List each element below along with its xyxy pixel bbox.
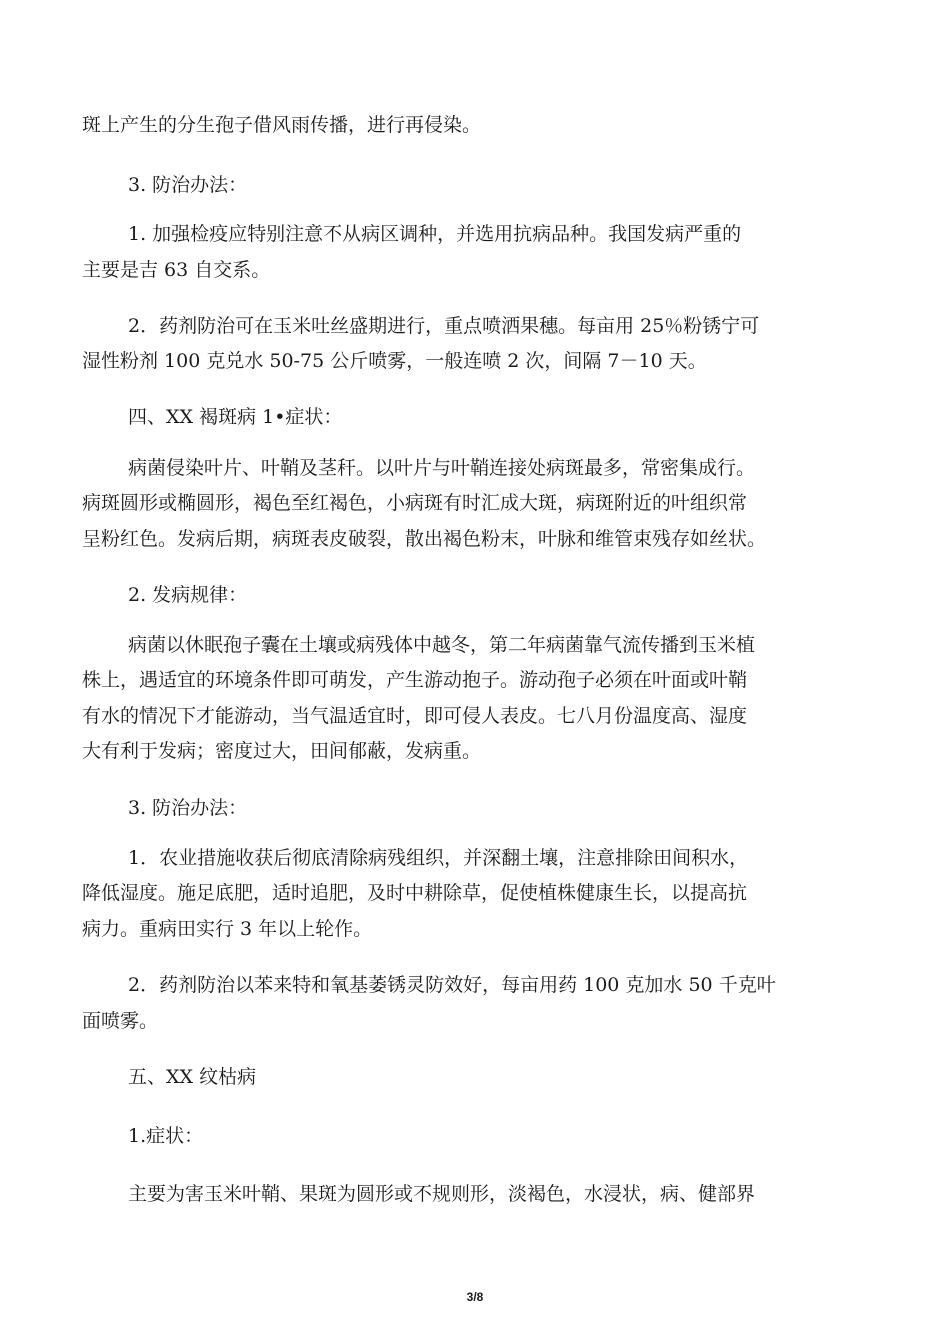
paragraph-line: 湿性粉剂 100 克兑水 50-75 公斤喷雾，一般连喷 2 次，间隔 7－10 天。 — [82, 350, 707, 372]
paragraph-line: 主要是吉 63 自交系。 — [82, 259, 271, 281]
paragraph-line: 面喷雾。 — [82, 1010, 159, 1032]
section-heading: 3. 防治办法： — [128, 797, 248, 819]
paragraph-line: 2．药剂防治可在玉米吐丝盛期进行，重点喷洒果穗。每亩用 25％粉锈宁可 — [128, 315, 760, 337]
paragraph-line: 病菌侵染叶片、叶鞘及茎秆。以叶片与叶鞘连接处病斑最多，常密集成行。 — [128, 457, 756, 479]
section-heading: 2. 发病规律： — [128, 584, 248, 606]
paragraph-line: 斑上产生的分生孢子借风雨传播，进行再侵染。 — [82, 114, 482, 136]
paragraph-line: 1. 加强检疫应特别注意不从病区调种，并选用抗病品种。我国发病严重的 — [128, 223, 742, 245]
section-heading: 五、XX 纹枯病 — [128, 1066, 257, 1088]
paragraph-line: 降低湿度。施足底肥，适时追肥，及时中耕除草，促使植株健康生长，以提高抗 — [82, 882, 748, 904]
paragraph-line: 主要为害玉米叶鞘、果斑为圆形或不规则形，淡褐色，水浸状，病、健部界 — [128, 1183, 756, 1205]
page-number: 3/8 — [466, 1290, 484, 1304]
paragraph-line: 1．农业措施收获后彻底清除病残组织，并深翻土壤，注意排除田间积水， — [128, 847, 749, 869]
section-heading: 四、XX 褐斑病 1•症状： — [128, 406, 343, 428]
paragraph-line: 有水的情况下才能游动，当气温适宜时，即可侵人表皮。七八月份温度高、湿度 — [82, 705, 748, 727]
paragraph-line: 大有利于发病；密度过大，田间郁蔽，发病重。 — [82, 740, 482, 762]
paragraph-line: 呈粉红色。发病后期，病斑表皮破裂，散出褐色粉末，叶脉和维管束残存如丝状。 — [82, 528, 767, 550]
section-heading: 3. 防治办法： — [128, 174, 248, 196]
paragraph-line: 病力。重病田实行 3 年以上轮作。 — [82, 918, 373, 940]
paragraph-line: 株上，遇适宜的环境条件即可萌发，产生游动抱子。游动孢子必须在叶面或叶鞘 — [82, 669, 748, 691]
paragraph-line: 病菌以休眠孢子囊在土壤或病残体中越冬，第二年病菌靠气流传播到玉米植 — [128, 634, 756, 656]
paragraph-line: 病斑圆形或椭圆形，褐色至红褐色，小病斑有时汇成大斑，病斑附近的叶组织常 — [82, 492, 748, 514]
section-heading: 1.症状： — [128, 1125, 204, 1147]
paragraph-line: 2．药剂防治以苯来特和氧基萎锈灵防效好，每亩用药 100 克加水 50 千克叶 — [128, 974, 776, 996]
